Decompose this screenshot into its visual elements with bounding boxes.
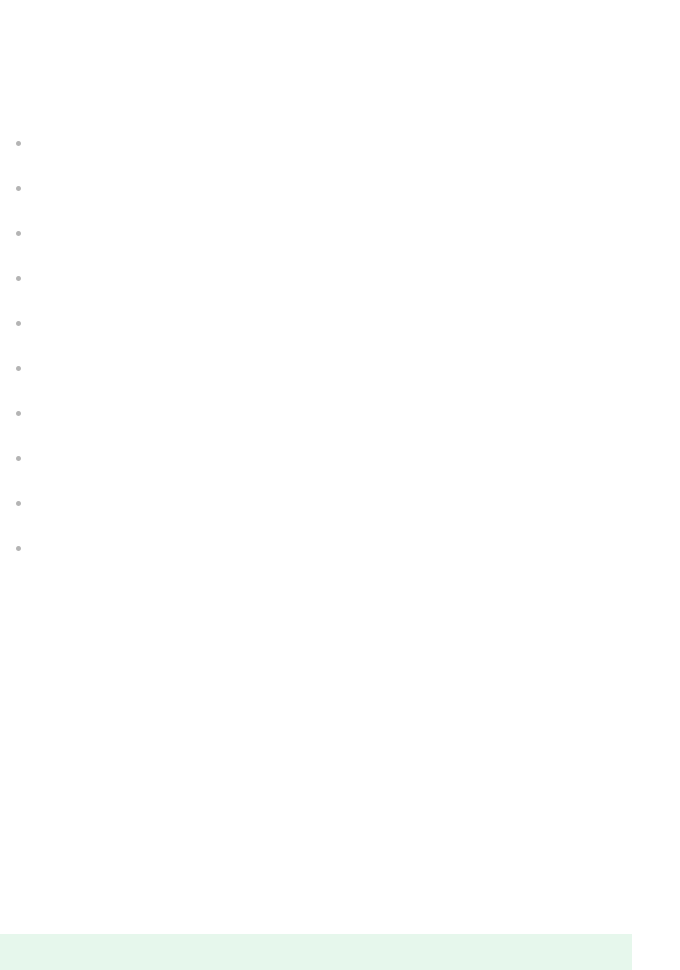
bullet-icon bbox=[16, 456, 21, 461]
bullet-icon bbox=[16, 276, 21, 281]
bullet-icon bbox=[16, 411, 21, 416]
bullet-icon bbox=[16, 501, 21, 506]
bullet-icon bbox=[16, 231, 21, 236]
highlighted-answer-box bbox=[0, 934, 632, 970]
bullet-icon bbox=[16, 546, 21, 551]
bullet-icon bbox=[16, 366, 21, 371]
bullet-icon bbox=[16, 321, 21, 326]
bullet-icon bbox=[16, 186, 21, 191]
bullet-icon bbox=[16, 141, 21, 146]
